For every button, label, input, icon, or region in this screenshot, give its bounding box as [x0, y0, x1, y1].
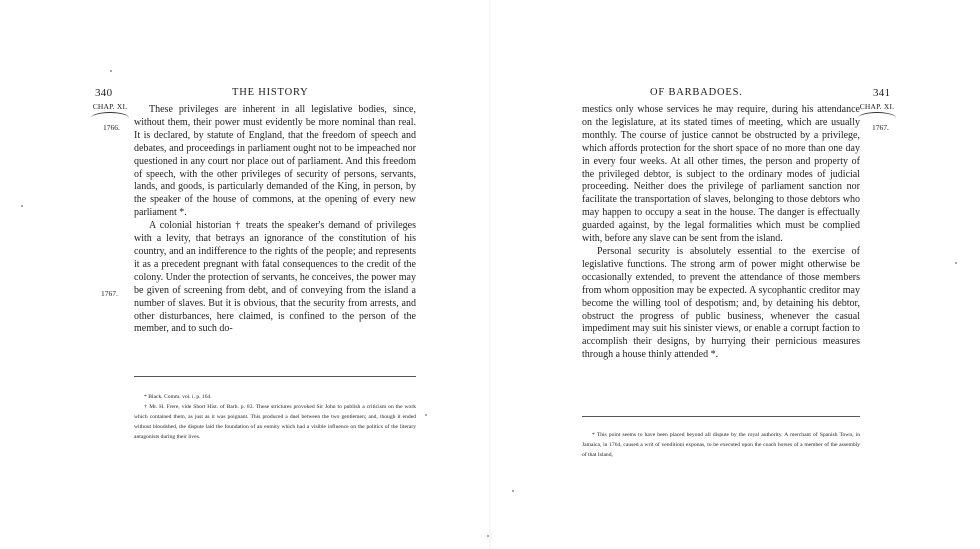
paragraph: These privileges are inherent in all legislative bodies, since, without them, their power must evidently be more nominal than real. It is declared, by statute of England, that the freedom of speech and debates, and proceedings in parliament ought not to be impeached nor questioned in any court nor place out of parliament. And this freedom of speech, with the other privileges of security of persons, servants, lands, and goods, is particularly demanded of the King, in person, by the speaker of the house of commons, at the opening of every new parliament *. — [134, 104, 416, 219]
paragraph: A colonial historian † treats the speaker's demand of privileges with a levity, that betrays an ignorance of the constitution of his country, and an indifference to the rights of the people; and represents it as a precedent pregnant with fatal consequences to the credit of the colony. Under the protection of servants, he conceives, the power may be given of screening from debt, and of conveying from the island a number of slaves. But it is obvious, that the security from arrests, and other disturbances, here claimed, is confined to the person of the member, and to such do- — [134, 220, 416, 335]
running-head: THE HISTORY — [232, 87, 309, 98]
margin-chapter-label: CHAP. XI. — [859, 102, 895, 111]
footnote: † Mr. H. Frere, vide Short Hist. of Barb. p. 83. These strictures provoked Sir John to publish a criticism on the work which contained them, as just as it was poignant. This produced a duel between the two gentlemen; and, though it ended without bloodshed, the dispute laid the foundation of an enmity which had a visible influence on the politics of the literary antagonists during their lives. — [134, 404, 416, 440]
body-text — [134, 104, 416, 336]
margin-chapter-note — [856, 102, 898, 118]
margin-year: 1767. — [101, 289, 118, 298]
margin-year: 1767. — [872, 123, 889, 132]
footnote: * This point seems to have been placed beyond all dispute by the royal authority. A merchant of Spanish Town, in Jamaica, in 1764, caused a writ of venditioni exponas, to be executed upon the coach horses of a member of the assembly of that Island, — [582, 432, 860, 458]
paragraph: Personal security is absolutely essential to the exercise of legislative functions. The strong arm of power might otherwise be occasionally extended, to prevent the attendance of those members from whom opposition may be expected. A sycophantic creditor may become the willing tool of despotism; and, by detaining his debtor, obstruct the progress of public business, whenever the casual impediment may suit his sinister views, or enable a corrupt faction to accomplish their designs, by hurrying their pernicious measures through a house thinly attended *. — [582, 245, 860, 361]
page-number: 341 — [873, 87, 891, 99]
page-number: 340 — [95, 87, 113, 99]
margin-year: 1766. — [103, 123, 120, 132]
scan-speck — [110, 70, 112, 72]
footnote-rule — [582, 416, 860, 417]
brace-ornament — [858, 112, 896, 118]
running-head: OF BARBADOES. — [650, 87, 743, 98]
scan-speck — [955, 262, 957, 264]
body-text — [582, 104, 860, 362]
scan-speck — [21, 205, 23, 207]
scan-speck — [487, 535, 489, 537]
scan-speck — [512, 490, 514, 492]
paragraph: mestics only whose services he may require, during his attendance on the legislature, at its stated times of meeting, which are usually monthly. The course of justice cannot be obstructed by a privilege, which affords protection for the short space of no more than one day in every four weeks. At all other times, the person and property of the privileged debtor, is subject to the ordinary modes of judicial proceeding. Neither does the privilege of parliament sanction nor facilitate the transportation of slaves, belonging to those debtors who may happen to occupy a seat in the house. The danger is effectually guarded against, by the legal formalities which must be complied with, before any slave can be sent from the island. — [582, 104, 860, 245]
footnotes — [582, 430, 860, 460]
footnotes — [134, 392, 416, 442]
margin-chapter-note — [89, 102, 131, 118]
scan-speck — [425, 414, 427, 416]
footnote: * Black. Comm. vol. i. p. 164. — [144, 394, 212, 400]
right-page — [490, 0, 980, 549]
footnote-rule — [134, 376, 416, 377]
brace-ornament — [91, 112, 129, 118]
margin-chapter-label: CHAP. XI. — [92, 102, 128, 111]
